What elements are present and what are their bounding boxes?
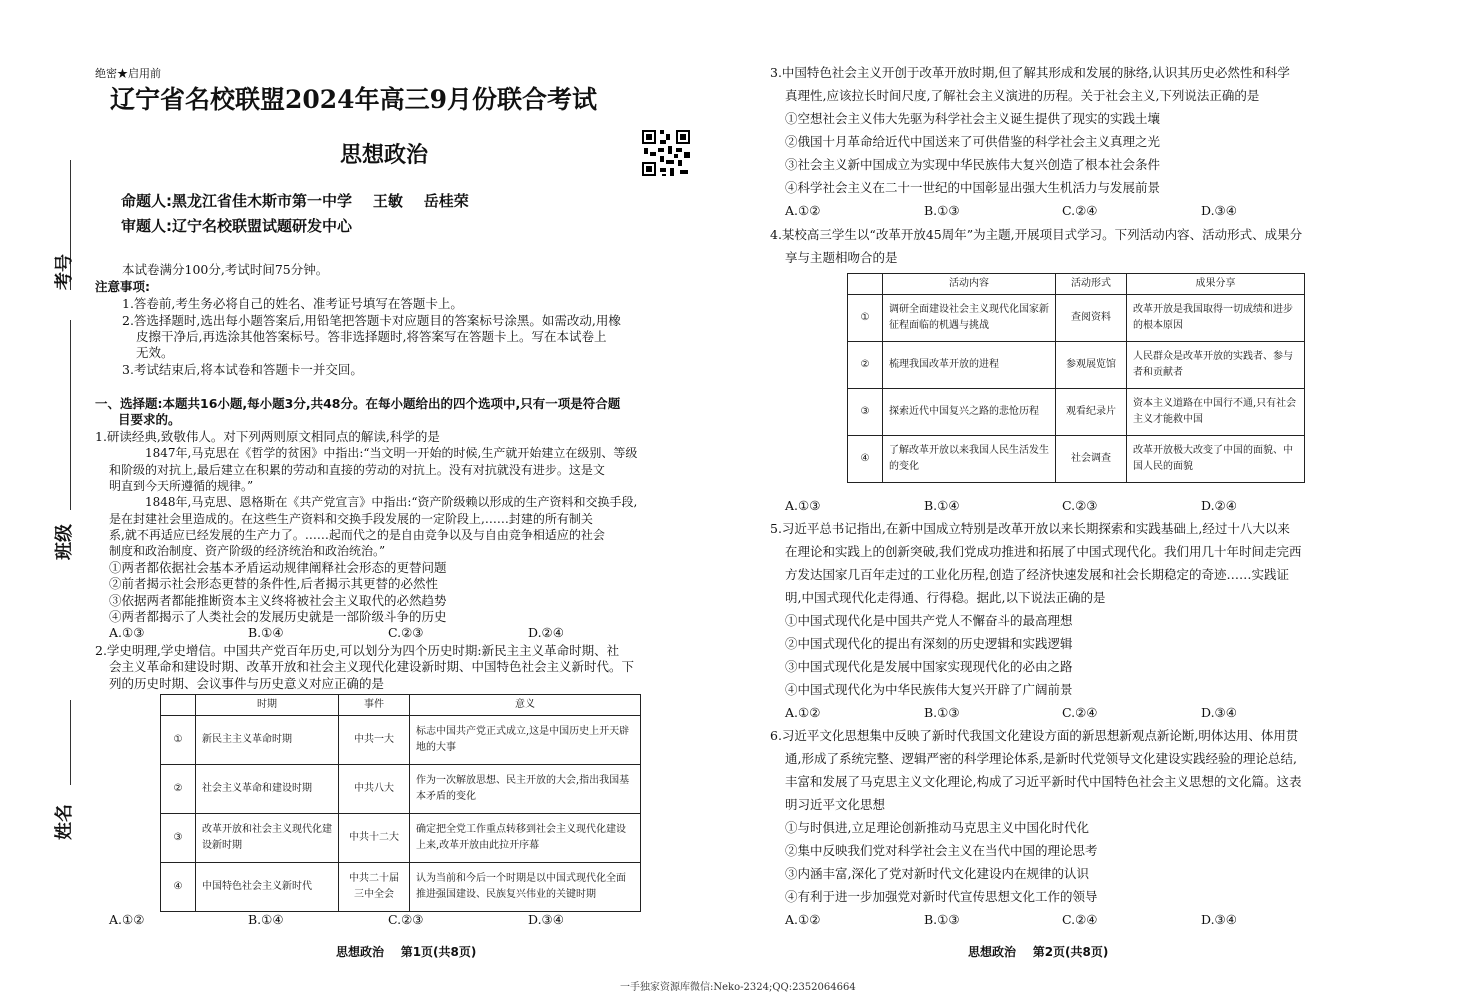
q5-stem-1: 5.习近平总书记指出,在新中国成立特别是改革开放以来长期探索和实践基础上,经过十八大以来: [770, 521, 1290, 536]
q6-option-a[interactable]: A.①②: [785, 912, 821, 927]
q4-row-form: 社会调查: [1056, 436, 1127, 483]
q3-option-b[interactable]: B.①③: [924, 203, 960, 218]
q6-option-b[interactable]: B.①③: [924, 912, 960, 927]
q4-row-form: 观看纪录片: [1056, 389, 1127, 436]
note-2b: 皮擦干净后,再选涂其他答案标号。答非选择题时,将答案写在答题卡上。写在本试卷上: [136, 329, 607, 344]
q2-row-no: ③: [161, 814, 196, 863]
q1-para1-c: 明直到今天所遵循的规律。”: [109, 479, 254, 493]
table-row: [161, 814, 641, 863]
q2-row-event: 中共二十届三中全会: [339, 863, 410, 912]
q5-option-a[interactable]: A.①②: [785, 705, 821, 720]
reviewer-line: 审题人:辽宁名校联盟试题研发中心: [121, 217, 353, 235]
note-3: 3.考试结束后,将本试卷和答题卡一并交回。: [122, 362, 363, 377]
q5-statement-3: ③中国式现代化是发展中国家实现现代化的必由之路: [785, 659, 1073, 674]
q5-option-d[interactable]: D.③④: [1201, 705, 1237, 720]
q2-option-a[interactable]: A.①②: [109, 912, 145, 927]
q2-row-event: 中共十二大: [339, 814, 410, 863]
q2-row-meaning: 认为当前和今后一个时期是以中国式现代化全面推进强国建设、民族复兴伟业的关键时期: [410, 863, 641, 912]
q5-statement-1: ①中国式现代化是中国共产党人不懈奋斗的最高理想: [785, 613, 1073, 628]
q3-option-d[interactable]: D.③④: [1201, 203, 1237, 218]
section1-line1: 一、选择题:本题共16小题,每小题3分,共48分。在每小题给出的四个选项中,只有一项是符合题: [95, 396, 621, 411]
q1-statement-2: ②前者揭示社会形态更替的条件性,后者揭示其更替的必然性: [109, 576, 438, 591]
q4-row-result: 人民群众是改革开放的实践者、参与者和贡献者: [1127, 342, 1305, 389]
q4-header-result: 成果分享: [1127, 274, 1305, 295]
q1-option-b[interactable]: B.①④: [248, 625, 284, 640]
q1-para2-a: 1848年,马克思、恩格斯在《共产党宣言》中指出:“资产阶级赖以形成的生产资料和交换手段,: [145, 495, 638, 509]
q2-row-period: 社会主义革命和建设时期: [196, 765, 339, 814]
note-1: 1.答卷前,考生务必将自己的姓名、准考证号填写在答题卡上。: [122, 296, 463, 311]
q4-table-header: [848, 274, 1305, 295]
notes-title: 注意事项:: [95, 279, 150, 294]
q4-stem-2: 享与主题相吻合的是: [785, 250, 898, 265]
q2-stem-3: 列的历史时期、会议事件与历史意义对应正确的是: [109, 676, 385, 691]
table-row: [161, 716, 641, 765]
footer-bottom: 一手独家资源库微信:Neko-2324;QQ:2352064664: [620, 982, 856, 993]
q3-stem-1: 3.中国特色社会主义开创于改革开放时期,但了解其形成和发展的脉络,认识其历史必然性和科学: [770, 65, 1290, 80]
table-row: [161, 863, 641, 912]
secret-label: 绝密★启用前: [95, 67, 161, 80]
q2-table-header: [161, 695, 641, 716]
q4-row-no: ④: [848, 436, 883, 483]
q4-row-no: ②: [848, 342, 883, 389]
q2-row-period: 新民主主义革命时期: [196, 716, 339, 765]
q4-option-d[interactable]: D.②④: [1201, 498, 1237, 513]
q5-statement-2: ②中国式现代化的提出有深刻的历史逻辑和实践逻辑: [785, 636, 1073, 651]
q4-header-form: 活动形式: [1056, 274, 1127, 295]
q2-row-period: 改革开放和社会主义现代化建设新时期: [196, 814, 339, 863]
q2-option-d[interactable]: D.③④: [528, 912, 564, 927]
footer-right: 思想政治 第2页(共8页): [968, 945, 1109, 959]
q3-statement-2: ②俄国十月革命给近代中国送来了可供借鉴的科学社会主义真理之光: [785, 134, 1161, 149]
table-row: [848, 436, 1305, 483]
q3-option-c[interactable]: C.②④: [1062, 203, 1098, 218]
q5-option-c[interactable]: C.②④: [1062, 705, 1098, 720]
q6-option-d[interactable]: D.③④: [1201, 912, 1237, 927]
q5-stem-3: 方发达国家几百年走过的工业化历程,创造了经济快速发展和社会长期稳定的奇迹……实践证: [785, 567, 1289, 582]
binding-line-2: [70, 320, 71, 510]
table-row: [848, 295, 1305, 342]
note-2c: 无效。: [136, 345, 174, 360]
q3-option-a[interactable]: A.①②: [785, 203, 821, 218]
q1-stem: 1.研读经典,致敬伟人。对下列两则原文相同点的解读,科学的是: [95, 429, 440, 444]
q6-stem-1: 6.习近平文化思想集中反映了新时代我国文化建设方面的新思想新观点新论断,明体达用、体用贯: [770, 728, 1299, 743]
q4-row-no: ③: [848, 389, 883, 436]
q4-stem-1: 4.某校高三学生以“改革开放45周年”为主题,开展项目式学习。下列活动内容、活动形式、成果分: [770, 227, 1303, 242]
q1-statement-4: ④两者都揭示了人类社会的发展历史就是一部阶级斗争的历史: [109, 609, 447, 624]
q4-option-c[interactable]: C.②③: [1062, 498, 1098, 513]
q2-row-period: 中国特色社会主义新时代: [196, 863, 339, 912]
q3-statement-3: ③社会主义新中国成立为实现中华民族伟大复兴创造了根本社会条件: [785, 157, 1161, 172]
q5-option-b[interactable]: B.①③: [924, 705, 960, 720]
q2-row-meaning: 标志中国共产党正式成立,这是中国历史上开天辟地的大事: [410, 716, 641, 765]
author-line: 命题人:黑龙江省佳木斯市第一中学 王敏 岳桂荣: [121, 192, 469, 210]
q6-statement-1: ①与时俱进,立足理论创新推动马克思主义中国化时代化: [785, 820, 1089, 835]
q4-row-form: 查阅资料: [1056, 295, 1127, 342]
q3-statement-4: ④科学社会主义在二十一世纪的中国彰显出强大生机活力与发展前景: [785, 180, 1161, 195]
q4-row-content: 调研全面建设社会主义现代化国家新征程面临的机遇与挑战: [883, 295, 1056, 342]
q1-para1-a: 1847年,马克思在《哲学的贫困》中指出:“当文明一开始的时候,生产就开始建立在级别、等级: [145, 446, 638, 460]
q2-row-no: ②: [161, 765, 196, 814]
qr-code-icon: [640, 128, 692, 178]
q4-row-result: 改革开放是我国取得一切成绩和进步的根本原因: [1127, 295, 1305, 342]
footer-left: 思想政治 第1页(共8页): [336, 945, 477, 959]
q1-statement-3: ③依据两者都能推断资本主义终将被社会主义取代的必然趋势: [109, 593, 447, 608]
q2-stem-1: 2.学史明理,学史增信。中国共产党百年历史,可以划分为四个历史时期:新民主主义革命时期、社: [95, 643, 620, 658]
q4-row-result: 资本主义道路在中国行不通,只有社会主义才能救中国: [1127, 389, 1305, 436]
note-2a: 2.答选择题时,选出每小题答案后,用铅笔把答题卡对应题目的答案标号涂黑。如需改动,用橡: [122, 313, 621, 328]
q6-stem-2: 通,形成了系统完整、逻辑严密的科学理论体系,是新时代党领导文化建设实践经验的理论总结,: [785, 751, 1297, 766]
side-label-xingming: 姓名: [54, 804, 75, 840]
q1-para2-d: 制度和政治制度、资产阶级的经济统治和政治统治。”: [109, 544, 386, 558]
q6-option-c[interactable]: C.②④: [1062, 912, 1098, 927]
section1-line2: 目要求的。: [118, 412, 181, 427]
q1-para1-b: 和阶级的对抗上,最后建立在积累的劳动和直接的劳动的对抗上。没有对抗就没有进步。这是文: [109, 463, 605, 477]
q1-para2-c: 系,就不再适应已经发展的生产力了。……起而代之的是自由竞争以及与自由竞争相适应的社会: [109, 528, 605, 542]
exam-title: 辽宁省名校联盟2024年高三9月份联合考试: [110, 85, 597, 114]
q1-option-c[interactable]: C.②③: [388, 625, 424, 640]
q4-row-result: 改革开放极大改变了中国的面貌、中国人民的面貌: [1127, 436, 1305, 483]
q3-stem-2: 真理性,应该拉长时间尺度,了解社会主义演进的历程。关于社会主义,下列说法正确的是: [785, 88, 1260, 103]
q2-table: [160, 694, 641, 912]
q2-row-event: 中共一大: [339, 716, 410, 765]
q4-row-form: 参观展览馆: [1056, 342, 1127, 389]
q1-option-d[interactable]: D.②④: [528, 625, 564, 640]
q2-row-meaning: 确定把全党工作重点转移到社会主义现代化建设上来,改革开放由此拉开序幕: [410, 814, 641, 863]
table-row: [848, 342, 1305, 389]
subject-title: 思想政治: [340, 143, 429, 168]
q2-option-b[interactable]: B.①④: [248, 912, 284, 927]
q1-option-a[interactable]: A.①③: [109, 625, 145, 640]
q2-header-event: 事件: [339, 695, 410, 716]
q2-header-no: [161, 695, 196, 716]
q6-statement-2: ②集中反映我们党对科学社会主义在当代中国的理论思考: [785, 843, 1098, 858]
q4-option-a[interactable]: A.①③: [785, 498, 821, 513]
q2-row-event: 中共八大: [339, 765, 410, 814]
q2-header-period: 时期: [196, 695, 339, 716]
q2-row-no: ①: [161, 716, 196, 765]
q6-stem-4: 明习近平文化思想: [785, 797, 886, 812]
q6-statement-4: ④有利于进一步加强党对新时代宣传思想文化工作的领导: [785, 889, 1098, 904]
q2-row-meaning: 作为一次解放思想、民主开放的大会,指出我国基本矛盾的变化: [410, 765, 641, 814]
q4-row-content: 梳理我国改革开放的进程: [883, 342, 1056, 389]
q1-statement-1: ①两者都依据社会基本矛盾运动规律阐释社会形态的更替问题: [109, 560, 447, 575]
q5-statement-4: ④中国式现代化为中华民族伟大复兴开辟了广阔前景: [785, 682, 1073, 697]
q2-stem-2: 会主义革命和建设时期、改革开放和社会主义现代化建设新时期、中国特色社会主义新时代。下: [109, 659, 635, 674]
q4-header-no: [848, 274, 883, 295]
q2-row-no: ④: [161, 863, 196, 912]
q4-option-b[interactable]: B.①④: [924, 498, 960, 513]
table-row: [848, 389, 1305, 436]
q6-stem-3: 丰富和发展了马克思主义文化理论,构成了习近平新时代中国特色社会主义思想的文化篇。这表: [785, 774, 1302, 789]
q4-row-content: 了解改革开放以来我国人民生活发生的变化: [883, 436, 1056, 483]
q5-stem-2: 在理论和实践上的创新突破,我们党成功推进和拓展了中国式现代化。我们用几十年时间走完西: [785, 544, 1302, 559]
q5-stem-4: 明,中国式现代化走得通、行得稳。据此,以下说法正确的是: [785, 590, 1106, 605]
q4-row-no: ①: [848, 295, 883, 342]
table-row: [161, 765, 641, 814]
binding-line-3: [70, 700, 71, 785]
q3-statement-1: ①空想社会主义伟大先驱为科学社会主义诞生提供了现实的实践土壤: [785, 111, 1161, 126]
q4-table: [847, 273, 1305, 483]
q4-row-content: 探索近代中国复兴之路的悲怆历程: [883, 389, 1056, 436]
q2-option-c[interactable]: C.②③: [388, 912, 424, 927]
q4-header-content: 活动内容: [883, 274, 1056, 295]
side-label-kaohao: 考号: [54, 254, 75, 290]
q2-header-meaning: 意义: [410, 695, 641, 716]
q6-statement-3: ③内涵丰富,深化了党对新时代文化建设内在规律的认识: [785, 866, 1089, 881]
score-time: 本试卷满分100分,考试时间75分钟。: [122, 262, 329, 277]
q1-para2-b: 是在封建社会里造成的。在这些生产资料和交换手段发展的一定阶段上,……封建的所有制关: [109, 512, 593, 526]
side-label-banji: 班级: [54, 524, 75, 560]
